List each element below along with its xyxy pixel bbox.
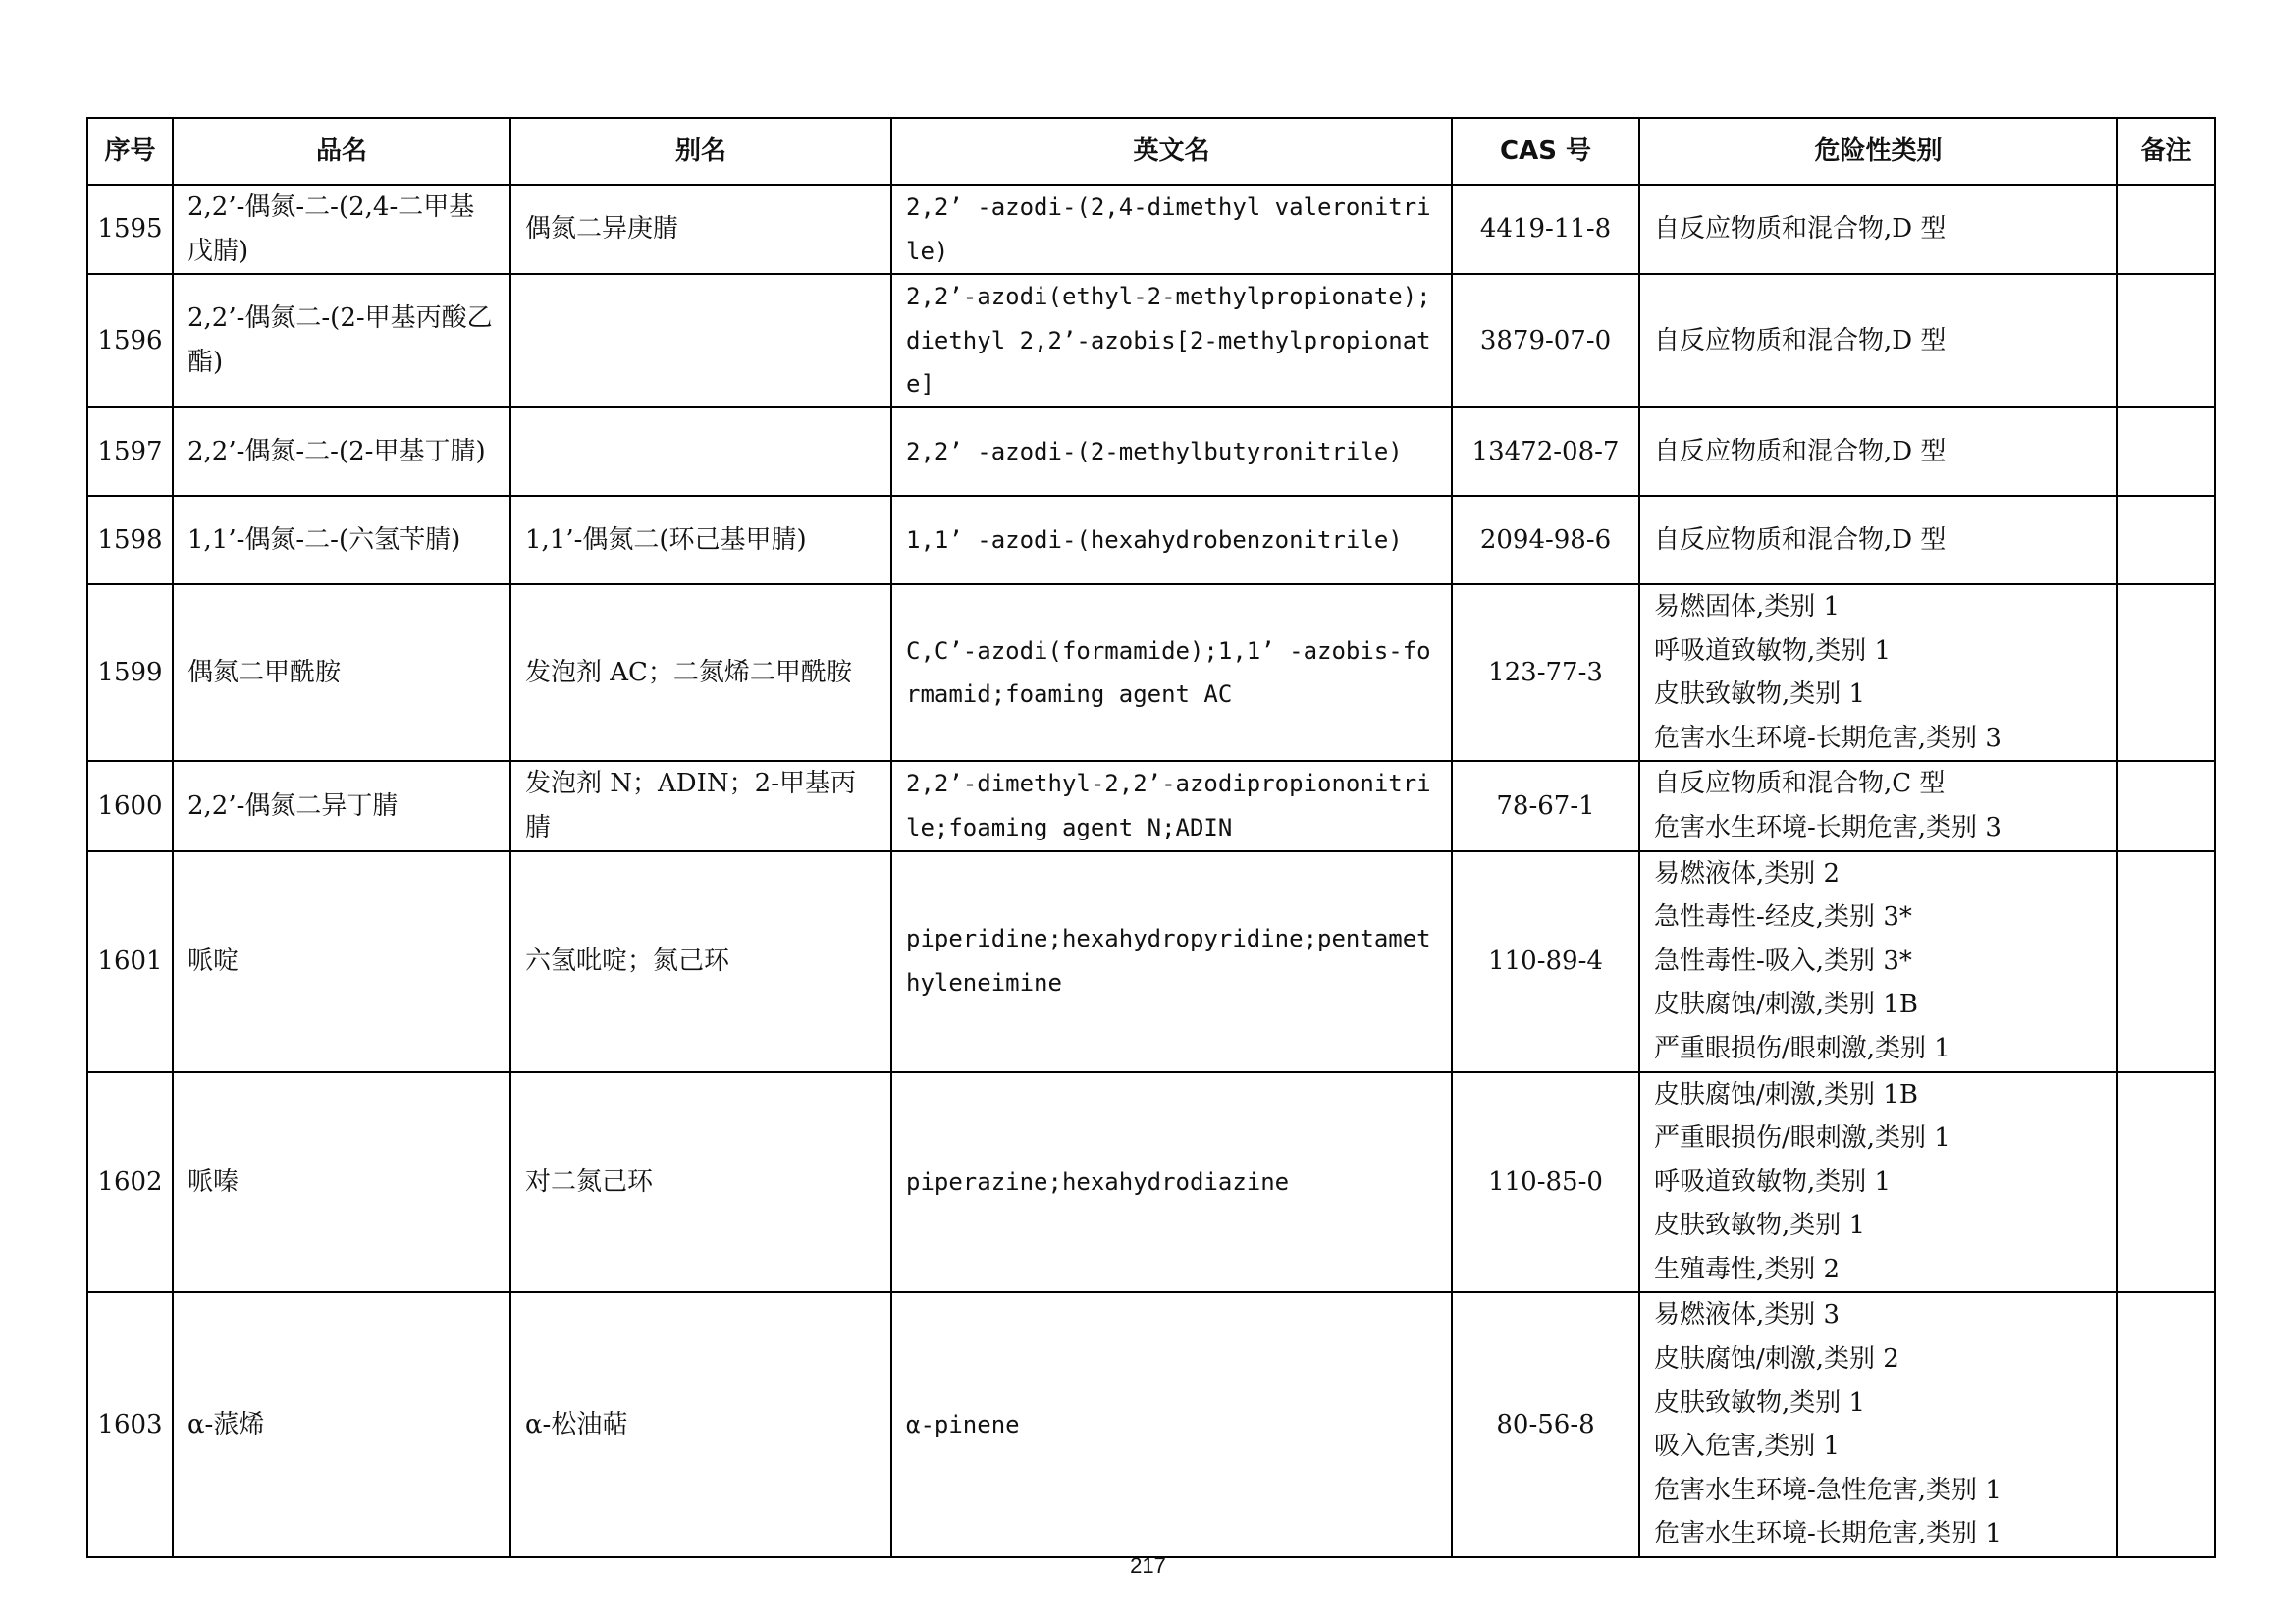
hazard-line: 呼吸道致敏物,类别 1	[1654, 1166, 1892, 1197]
cell-hazard	[1639, 496, 2117, 584]
cell-seq: 1596	[87, 274, 173, 407]
cell-remark	[2117, 274, 2215, 407]
cell-english: 2,2’ -azodi-(2,4-dimethyl valeronitrile)	[891, 185, 1452, 274]
hazard-line: 自反应物质和混合物,D 型	[1654, 325, 1947, 355]
hazard-line: 危害水生环境-急性危害,类别 1	[1654, 1475, 2002, 1505]
cell-name: 哌嗪	[173, 1072, 510, 1293]
table-row	[87, 407, 2215, 496]
cell-alias	[510, 407, 891, 496]
cell-english: piperazine;hexahydrodiazine	[891, 1072, 1452, 1293]
hazard-line: 自反应物质和混合物,C 型	[1654, 769, 1946, 799]
hazard-line: 严重眼损伤/眼刺激,类别 1	[1654, 1123, 1950, 1154]
table-row	[87, 496, 2215, 584]
table-row	[87, 274, 2215, 407]
cell-hazard	[1639, 1072, 2117, 1293]
header-name: 品名	[173, 118, 510, 185]
hazard-line: 易燃液体,类别 3	[1654, 1300, 1841, 1330]
cell-seq: 1595	[87, 185, 173, 274]
cell-cas: 110-85-0	[1452, 1072, 1639, 1293]
header-seq: 序号	[87, 118, 173, 185]
cell-name: 1,1’-偶氮-二-(六氢苄腈)	[173, 496, 510, 584]
cell-english: 1,1’ -azodi-(hexahydrobenzonitrile)	[891, 496, 1452, 584]
hazard-line: 呼吸道致敏物,类别 1	[1654, 635, 1892, 666]
cell-name: 哌啶	[173, 851, 510, 1072]
cell-cas: 123-77-3	[1452, 584, 1639, 761]
hazard-line: 皮肤致敏物,类别 1	[1654, 1211, 1866, 1241]
cell-english: 2,2’-azodi(ethyl-2-methylpropionate);diethyl 2,2’-azobis[2-methylpropionate]	[891, 274, 1452, 407]
hazardous-chemicals-table	[86, 117, 2216, 1558]
header-cas: CAS 号	[1452, 118, 1639, 185]
cell-alias	[510, 274, 891, 407]
cell-cas: 13472-08-7	[1452, 407, 1639, 496]
cell-remark	[2117, 761, 2215, 850]
cell-hazard	[1639, 584, 2117, 761]
cell-remark	[2117, 584, 2215, 761]
cell-alias: 发泡剂 N；ADIN；2-甲基丙腈	[510, 761, 891, 850]
cell-alias: 六氢吡啶；氮己环	[510, 851, 891, 1072]
hazard-line: 自反应物质和混合物,D 型	[1654, 214, 1947, 244]
cell-name: 偶氮二甲酰胺	[173, 584, 510, 761]
hazard-line: 皮肤致敏物,类别 1	[1654, 1387, 1866, 1418]
cell-alias: α-松油萜	[510, 1292, 891, 1557]
hazard-line: 易燃固体,类别 1	[1654, 591, 1841, 622]
table-row	[87, 761, 2215, 850]
cell-hazard	[1639, 761, 2117, 850]
cell-cas: 4419-11-8	[1452, 185, 1639, 274]
hazard-line: 皮肤腐蚀/刺激,类别 1B	[1654, 1079, 1918, 1110]
header-english: 英文名	[891, 118, 1452, 185]
cell-english: 2,2’-dimethyl-2,2’-azodipropiononitrile;foaming agent N;ADIN	[891, 761, 1452, 850]
hazard-line: 生殖毒性,类别 2	[1654, 1254, 1841, 1284]
cell-seq: 1601	[87, 851, 173, 1072]
hazard-line: 吸入危害,类别 1	[1654, 1432, 1841, 1462]
cell-name: 2,2’-偶氮-二-(2-甲基丁腈)	[173, 407, 510, 496]
hazard-line: 皮肤腐蚀/刺激,类别 1B	[1654, 990, 1918, 1020]
cell-hazard	[1639, 185, 2117, 274]
header-remark: 备注	[2117, 118, 2215, 185]
cell-remark	[2117, 185, 2215, 274]
header-alias: 别名	[510, 118, 891, 185]
cell-seq: 1603	[87, 1292, 173, 1557]
hazard-line: 危害水生环境-长期危害,类别 3	[1654, 723, 2002, 753]
cell-hazard	[1639, 407, 2117, 496]
hazard-line: 皮肤腐蚀/刺激,类别 2	[1654, 1344, 1899, 1375]
cell-hazard	[1639, 1292, 2117, 1557]
hazard-line: 急性毒性-经皮,类别 3*	[1654, 902, 1912, 933]
hazard-line: 急性毒性-吸入,类别 3*	[1654, 946, 1912, 976]
cell-seq: 1599	[87, 584, 173, 761]
cell-cas: 2094-98-6	[1452, 496, 1639, 584]
cell-seq: 1600	[87, 761, 173, 850]
cell-remark	[2117, 496, 2215, 584]
table-row	[87, 185, 2215, 274]
cell-alias: 发泡剂 AC；二氮烯二甲酰胺	[510, 584, 891, 761]
cell-name: 2,2’-偶氮二异丁腈	[173, 761, 510, 850]
cell-cas: 110-89-4	[1452, 851, 1639, 1072]
cell-alias: 1,1’-偶氮二(环己基甲腈)	[510, 496, 891, 584]
hazard-line: 自反应物质和混合物,D 型	[1654, 436, 1947, 466]
cell-seq: 1597	[87, 407, 173, 496]
cell-seq: 1598	[87, 496, 173, 584]
cell-remark	[2117, 407, 2215, 496]
cell-remark	[2117, 1072, 2215, 1293]
cell-english: α-pinene	[891, 1292, 1452, 1557]
page-number: 217	[1130, 1553, 1166, 1578]
cell-english: 2,2’ -azodi-(2-methylbutyronitrile)	[891, 407, 1452, 496]
cell-hazard	[1639, 851, 2117, 1072]
header-hazard: 危险性类别	[1639, 118, 2117, 185]
hazard-line: 严重眼损伤/眼刺激,类别 1	[1654, 1033, 1950, 1063]
cell-english: C,C’-azodi(formamide);1,1’ -azobis-formamid;foaming agent AC	[891, 584, 1452, 761]
cell-remark	[2117, 1292, 2215, 1557]
hazard-line: 皮肤致敏物,类别 1	[1654, 679, 1866, 710]
table-row	[87, 1072, 2215, 1293]
cell-name: α-蒎烯	[173, 1292, 510, 1557]
cell-cas: 80-56-8	[1452, 1292, 1639, 1557]
cell-remark	[2117, 851, 2215, 1072]
cell-alias: 对二氮己环	[510, 1072, 891, 1293]
table-row	[87, 851, 2215, 1072]
table-row	[87, 584, 2215, 761]
header-row	[87, 118, 2215, 185]
cell-seq: 1602	[87, 1072, 173, 1293]
hazard-line: 易燃液体,类别 2	[1654, 858, 1841, 889]
cell-alias: 偶氮二异庚腈	[510, 185, 891, 274]
hazard-line: 危害水生环境-长期危害,类别 1	[1654, 1519, 2002, 1549]
cell-english: piperidine;hexahydropyridine;pentamethyleneimine	[891, 851, 1452, 1072]
hazard-line: 危害水生环境-长期危害,类别 3	[1654, 812, 2002, 842]
cell-name: 2,2’-偶氮二-(2-甲基丙酸乙酯)	[173, 274, 510, 407]
table-row	[87, 1292, 2215, 1557]
hazard-line: 自反应物质和混合物,D 型	[1654, 524, 1947, 555]
cell-cas: 78-67-1	[1452, 761, 1639, 850]
cell-name: 2,2’-偶氮-二-(2,4-二甲基戊腈)	[173, 185, 510, 274]
cell-hazard	[1639, 274, 2117, 407]
cell-cas: 3879-07-0	[1452, 274, 1639, 407]
